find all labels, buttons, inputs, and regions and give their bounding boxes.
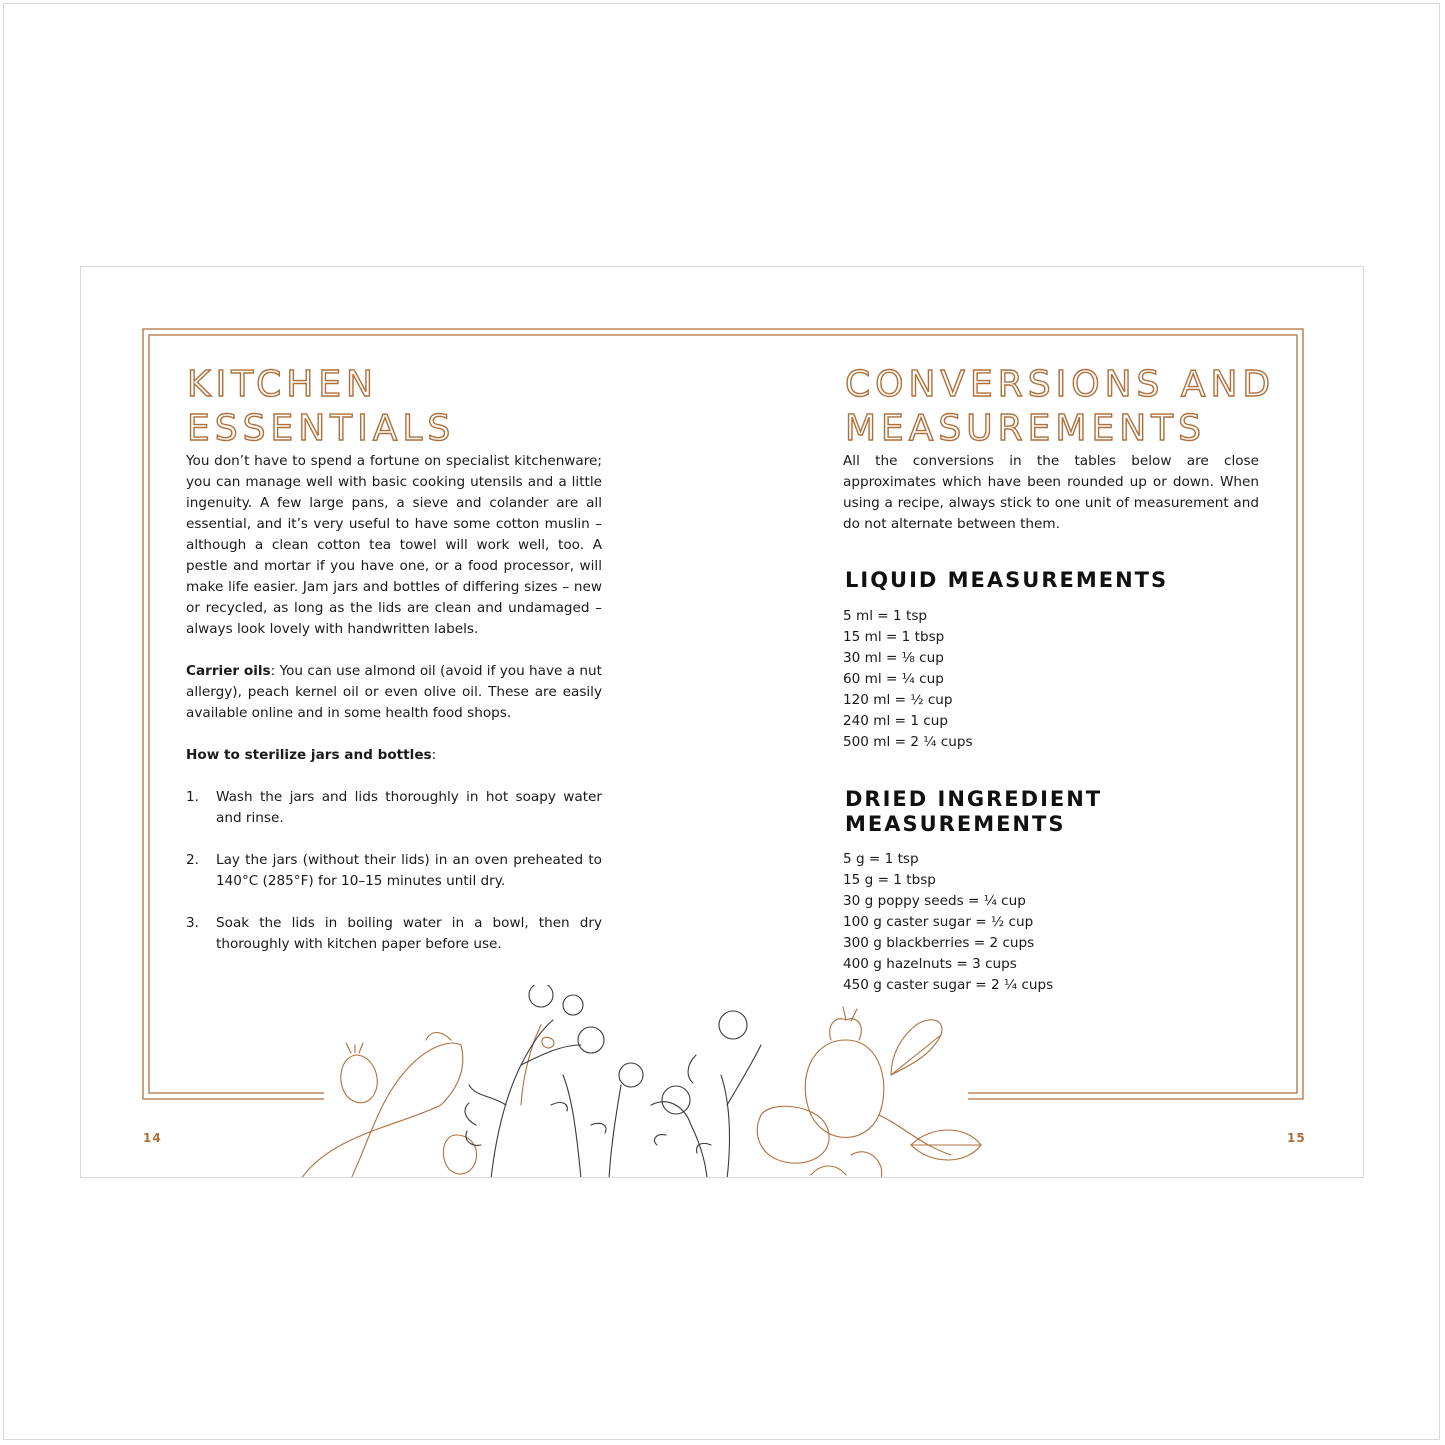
kitchen-essentials-title	[187, 363, 455, 451]
carrier-oils-text: : You can use almond oil (avoid if you have a nut allergy), peach kernel oil or even olive oil. These are easily available online and in some health food shops.	[186, 663, 602, 721]
botanical-illustration	[291, 985, 991, 1178]
sterilize-heading: How to sterilize jars and bottles:	[186, 747, 437, 763]
step-number: 3.	[186, 915, 199, 931]
list-item: 400 g hazelnuts = 3 cups	[843, 956, 1017, 972]
list-item: 30 ml = ⅛ cup	[843, 650, 944, 666]
list-item: 120 ml = ½ cup	[843, 692, 953, 708]
list-item: 5 g = 1 tsp	[843, 851, 919, 867]
list-item: 15 ml = 1 tbsp	[843, 629, 945, 645]
book-spread	[80, 266, 1364, 1178]
list-item	[186, 850, 602, 892]
conversions-title	[845, 363, 1275, 451]
list-item	[186, 787, 602, 829]
list-item: 30 g poppy seeds = ¼ cup	[843, 893, 1026, 909]
carrier-oils-paragraph	[186, 661, 602, 724]
sterilize-steps-list	[186, 787, 602, 976]
page-number-left: 14	[143, 1131, 162, 1145]
list-item: 450 g caster sugar = 2 ¼ cups	[843, 977, 1054, 993]
step-text: Lay the jars (without their lids) in an oven preheated to 140°C (285°F) for 10–15 minutes until dry.	[216, 852, 602, 889]
title-line-2: MEASUREMENTS	[845, 408, 1206, 449]
sterilize-label: How to sterilize jars and bottles	[186, 747, 432, 763]
list-item: 240 ml = 1 cup	[843, 713, 949, 729]
title-line-1: CONVERSIONS AND	[845, 364, 1276, 405]
kitchen-intro-paragraph: You don’t have to spend a fortune on specialist kitchenware; you can manage well with basic cooking utensils and a little ingenuity. A few large pans, a sieve and colander are all essential, and it’s very useful to have some cotton muslin – although a clean cotton tea towel will work well, too. A pestle and mortar if you have one, or a food processor, will make life easier. Jam jars and bottles of differing sizes – new or recycled, as long as the lids are clean and undamaged – always look lovely with handwritten labels.	[186, 453, 602, 637]
dried-measurements-heading: DRIED INGREDIENT MEASUREMENTS	[845, 787, 1103, 836]
step-number: 1.	[186, 789, 199, 805]
list-item: 500 ml = 2 ¼ cups	[843, 734, 973, 750]
dried-measurements-list	[843, 849, 1053, 996]
liquid-measurements-heading: LIQUID MEASUREMENTS	[845, 568, 1169, 592]
liquid-measurements-list	[843, 606, 973, 753]
carrier-oils-label: Carrier oils	[186, 663, 271, 679]
list-item: 5 ml = 1 tsp	[843, 608, 928, 624]
list-item	[186, 913, 602, 955]
list-item: 100 g caster sugar = ½ cup	[843, 914, 1034, 930]
title-line-2: ESSENTIALS	[187, 408, 456, 449]
list-item: 60 ml = ¼ cup	[843, 671, 944, 687]
title-line-1: KITCHEN	[187, 364, 378, 405]
step-text: Soak the lids in boiling water in a bowl, then dry thoroughly with kitchen paper before use.	[216, 915, 602, 952]
step-number: 2.	[186, 852, 199, 868]
conversions-intro-paragraph: All the conversions in the tables below are close approximates which have been rounded up or down. When using a recipe, always stick to one unit of measurement and do not alternate between them.	[843, 453, 1259, 532]
page-number-right: 15	[1287, 1131, 1306, 1145]
list-item: 300 g blackberries = 2 cups	[843, 935, 1035, 951]
step-text: Wash the jars and lids thoroughly in hot soapy water and rinse.	[216, 789, 602, 826]
list-item: 15 g = 1 tbsp	[843, 872, 936, 888]
